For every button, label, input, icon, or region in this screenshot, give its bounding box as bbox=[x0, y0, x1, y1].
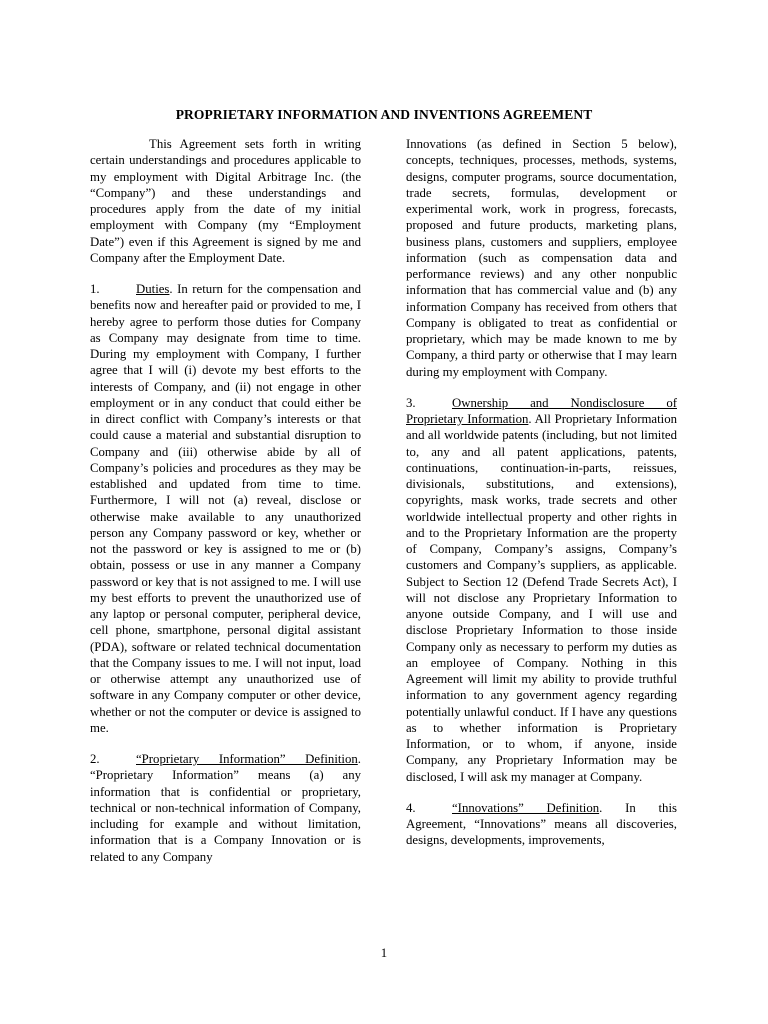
section-1-text: . In return for the compensation and benefits now and hereafter paid or provided to me, I hereby agree to perform those duties for Company as Company may designate from time to time. During my employment with Company, I further agree that I will (i) devote my best efforts to the interests of Company, and (ii) not engage in other employment or in any conduct that could either be in direct conflict with Company’s interests or that could cause a material and substantial disruption to Company and (iii) otherwise abide by all of Company’s policies and procedures as they may be established and updated from time to time. Furthermore, I will not (a) reveal, disclose or otherwise make available to any unauthorized person any Company password or key, whether or not the password or key is assigned to me or (b) obtain, possess or use in any manner a Company password or key that is not assigned to me. I will use my best efforts to prevent the unauthorized use of any laptop or personal computer, peripheral device, cell phone, smartphone, personal digital assistant (PDA), software or related technical documentation that the Company issues to me. I will not input, load or otherwise attempt any unauthorized use of software in any Company computer or other device, whether or not the computer or device is assigned to me. bbox=[90, 282, 361, 735]
section-3-number: 3. bbox=[406, 395, 416, 410]
page-number: 1 bbox=[380, 946, 388, 960]
section-2-continuation: Innovations (as defined in Section 5 below), concepts, techniques, processes, methods, systems, designs, computer programs, source documentation, trade secrets, formulas, development or experimental work, work in progress, forecasts, proposed and future products, marketing plans, business plans, customers and suppliers, employee information (such as compensation data and performance reviews) and any other nonpublic information that has commercial value and (b) any information Company has received from others that Company is obligated to treat as confidential or proprietary, which may be made known to me by Company, a third party or otherwise that I may learn during my employment with Company. bbox=[406, 137, 677, 379]
section-2-heading: “Proprietary Information” Definition bbox=[136, 752, 358, 766]
section-4-number: 4. bbox=[406, 800, 416, 815]
intro-paragraph: This Agreement sets forth in writing certain understandings and procedures applicable to my employment with Digital Arbitrage Inc. (the “Company”) and these understandings and procedures apply from the date of my initial employment with Company (my “Employment Date”) even if this Agreement is signed by me and Company after the Employment Date. bbox=[90, 137, 361, 265]
document-title: PROPRIETARY INFORMATION AND INVENTIONS AGREEMENT bbox=[175, 107, 593, 122]
section-3-text: . All Proprietary Information and all worldwide patents (including, but not limited to, any and all patent applications, patents, continuations, continuation-in-parts, reissues, divisionals, substitutions, and extensions), copyrights, mask works, trade secrets and other worldwide intellectual property and other rights in and to the Proprietary Information are the property of Company, Company’s assigns, Company’s customers and Company’s suppliers, as applicable. Subject to Section 12 (Defend Trade Secrets Act), I will not disclose any Proprietary Information to anyone outside Company, and I will use and disclose Proprietary Information to those inside Company only as necessary to perform my duties as an employee of Company. Nothing in this Agreement will limit my ability to provide truthful information to any government agency regarding potentially unlawful conduct. If I have any questions as to whether information is Proprietary Information, or to whom, if anyone, inside Company, any Proprietary Information may be disclosed, I will ask my manager at Company. bbox=[406, 412, 677, 784]
section-3-heading: Ownership and Nondisclosure of Proprietary Information bbox=[406, 395, 677, 426]
section-2-text: . “Proprietary Information” means (a) any information that is confidential or proprietary, technical or non-technical information of Company, including for example and without limitation, information that is a Company Innovation or is related to any Company bbox=[90, 752, 361, 864]
section-2-number: 2. bbox=[90, 752, 100, 766]
section-1-number: 1. bbox=[90, 282, 100, 296]
section-4-paragraph bbox=[406, 800, 677, 849]
section-3-paragraph bbox=[406, 395, 677, 785]
section-4-heading: “Innovations” Definition bbox=[452, 800, 600, 815]
section-4-text: . In this Agreement, “Innovations” means all discoveries, designs, developments, improvements, bbox=[406, 800, 677, 848]
section-1-heading: Duties bbox=[136, 282, 170, 296]
left-column bbox=[90, 136, 361, 880]
right-column bbox=[406, 136, 677, 864]
section-1-paragraph bbox=[90, 281, 361, 736]
section-2-paragraph bbox=[90, 751, 361, 865]
